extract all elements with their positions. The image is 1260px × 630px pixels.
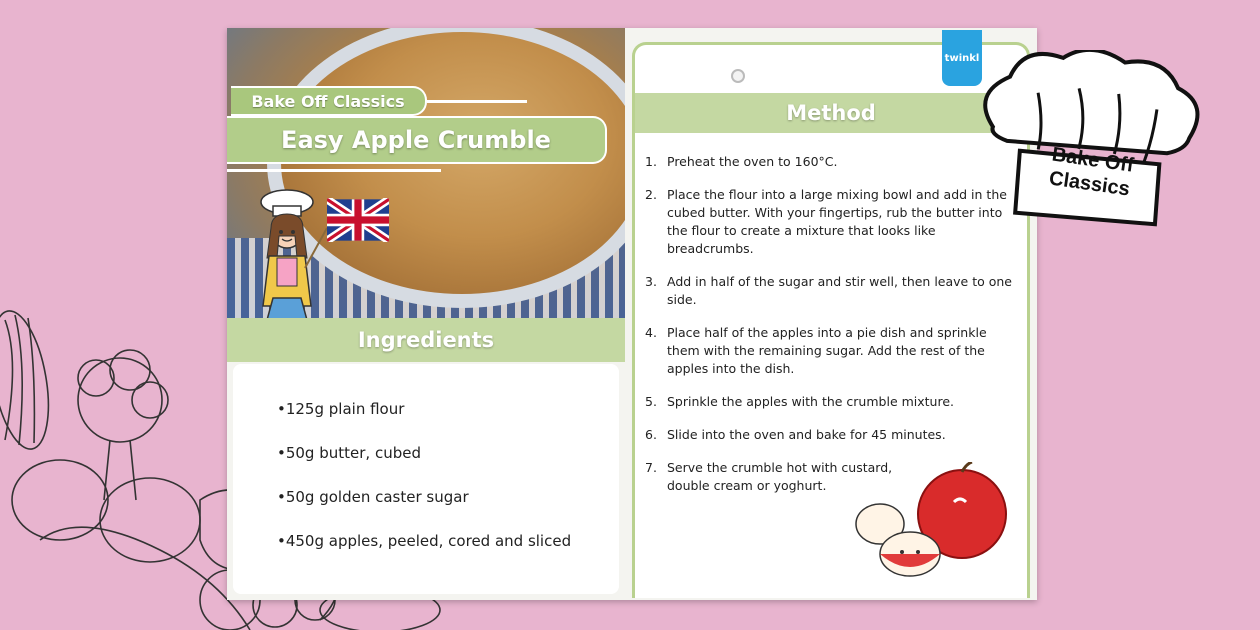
step-number: 4. (645, 325, 657, 340)
ingredient-item: •450g apples, peeled, cored and sliced (277, 532, 572, 550)
step-text: Serve the crumble hot with custard, double cream or yoghurt. (667, 460, 893, 493)
method-step (645, 273, 1015, 309)
step-text: Preheat the oven to 160°C. (667, 154, 838, 169)
step-number: 3. (645, 274, 657, 289)
union-jack-flag-icon (327, 198, 389, 242)
ingredients-list (277, 398, 571, 574)
ingredients-panel (233, 364, 619, 594)
method-step (645, 426, 1015, 444)
ingredients-heading: Ingredients (227, 318, 625, 362)
method-heading: Method (635, 93, 1027, 133)
hat-label-line2: Classics (1047, 167, 1132, 201)
method-step (645, 324, 1015, 378)
recipe-title: Easy Apple Crumble (227, 116, 607, 164)
method-list (645, 153, 1015, 510)
ingredient-item: •50g butter, cubed (277, 444, 421, 462)
method-step (645, 393, 1015, 411)
apples-illustration (850, 462, 1010, 582)
punch-hole (731, 69, 745, 83)
step-text: Sprinkle the apples with the crumble mixture. (667, 394, 955, 409)
ingredient-item: •50g golden caster sugar (277, 488, 469, 506)
step-text: Slide into the oven and bake for 45 minutes. (667, 427, 946, 442)
left-page (227, 28, 625, 600)
method-step (645, 186, 1015, 258)
step-text: Place the flour into a large mixing bowl and add in the cubed butter. With your fingertips, rub the butter into the flour to create a mixture that looks like breadcrumbs. (667, 187, 1007, 256)
step-number: 6. (645, 427, 657, 442)
hat-label-line1: Bake Off (1050, 143, 1136, 177)
step-number: 7. (645, 460, 657, 475)
series-tag: Bake Off Classics (231, 86, 427, 116)
step-text: Place half of the apples into a pie dish and sprinkle them with the remaining sugar. Add the rest of the apples into the dish. (667, 325, 987, 376)
step-number: 5. (645, 394, 657, 409)
ingredient-item: •125g plain flour (277, 400, 405, 418)
step-number: 2. (645, 187, 657, 202)
divider (227, 169, 441, 172)
twinkl-logo: twinkl (942, 30, 982, 86)
method-step (645, 153, 1015, 171)
divider (427, 100, 527, 103)
step-text: Add in half of the sugar and stir well, then leave to one side. (667, 274, 1012, 307)
step-number: 1. (645, 154, 657, 169)
